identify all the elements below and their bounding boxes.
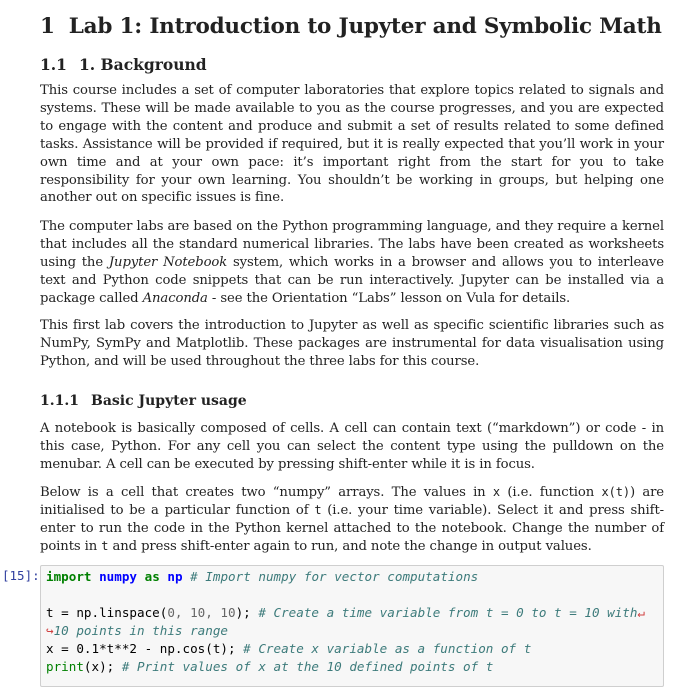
heading-number: 1: [40, 14, 55, 39]
code-comment: # Print values of x at the 10 defined points of t: [121, 659, 494, 674]
code-cell-input[interactable]: [40, 565, 664, 687]
code-expression: 0.1*t**2 - np.cos(t);: [76, 641, 236, 656]
paragraph-notebook-cells[interactable]: A notebook is basically composed of cells. A cell can contain text (“markdown”) or code - in this case, Python. For any cell you can select the content type using the pulldown on the menubar. A cell can be executed by pressing shift-enter while it is in focus.: [40, 421, 664, 472]
code-line-3: [46, 641, 531, 656]
text-run: and press shift-enter again to run, and note the change in output values.: [108, 538, 592, 554]
heading-text: Lab 1: Introduction to Jupyter and Symbolic Math: [68, 14, 662, 39]
code-comment: # Create x variable as a function of t: [243, 641, 532, 656]
keyword: import: [46, 569, 92, 584]
inline-code: x: [492, 485, 501, 499]
paragraph-python-labs[interactable]: [40, 218, 664, 308]
builtin-function: print: [46, 659, 84, 674]
background-heading: [40, 55, 207, 74]
code-line-1: [46, 569, 478, 584]
text-run: system, which works in a browser and allows you to interleave text and Python code snippets that can be run interactively. Jupyter can be installed via a package called: [40, 254, 664, 306]
code-comment: 10 points in this range: [53, 623, 228, 638]
code-comment: # Create a time variable from t = 0 to t = 10 with: [258, 605, 638, 620]
text-run: (i.e. your time variable). Select it and press shift-enter to run the code in the Python kernel attached to the notebook. Change the number of points in: [40, 502, 664, 554]
heading-text: Basic Jupyter usage: [90, 393, 247, 409]
code-text: t = np.linspace(: [46, 605, 168, 620]
inline-code: t: [101, 538, 109, 553]
text-run: ) are initialised to be a particular function of: [40, 485, 664, 518]
code-text: x =: [46, 641, 77, 656]
text-run: - see the Orientation “Labs” lesson on Vula for details.: [207, 290, 571, 306]
emphasis-anaconda: Anaconda: [142, 290, 208, 306]
code-line-4: [46, 659, 493, 674]
text-run: (i.e. function: [500, 485, 602, 500]
cell-execution-prompt: [15]:: [2, 568, 40, 583]
text-run: Below is a cell that creates two “numpy” arrays. The values in: [40, 485, 493, 500]
module-name: numpy: [99, 569, 138, 584]
basic-usage-heading: [40, 393, 247, 409]
code-comment: # Import numpy for vector computations: [190, 569, 479, 584]
paragraph-numpy-arrays[interactable]: [40, 484, 664, 556]
lab-title-heading: [40, 14, 662, 39]
line-continue-icon: ↪: [46, 623, 54, 638]
inline-code: t: [314, 502, 322, 517]
code-text: (x);: [83, 659, 115, 674]
text-run: The computer labs are based on the Python programming language, and they require a kernel that includes all the standard numerical libraries. The labs have been created as worksheets using the: [40, 219, 664, 270]
inline-code: x(t): [601, 485, 630, 499]
line-wrap-icon: ↵: [637, 605, 646, 620]
heading-number: 1.1.1: [40, 393, 79, 409]
paragraph-course-intro[interactable]: This course includes a set of computer laboratories that explore topics related to signals and systems. These will be made available to you as the course progresses, and you are expected to engage with the content and produce and submit a set of results related to some defined tasks. Assistance will be provided if required, but it is really expected that you’ll work in your own time and at your own pace: it’s important right from the start for you to take responsibility for your own learning. You shouldn’t be working in groups, but helping one another out on specific issues is fine.: [40, 83, 664, 206]
paragraph-first-lab[interactable]: This first lab covers the introduction to Jupyter as well as specific scientific libraries such as NumPy, SymPy and Matplotlib. These packages are instrumental for data visualisation using Python, and will be used throughout the three labs for this course.: [40, 318, 664, 369]
code-text: );: [235, 605, 251, 620]
keyword: as: [144, 569, 160, 584]
code-line-2: [46, 605, 645, 620]
heading-number: 1.1: [40, 55, 67, 74]
heading-text: 1. Background: [78, 55, 207, 74]
code-line-2-wrapped: [46, 623, 228, 638]
emphasis-jupyter: Jupyter Notebook: [108, 254, 228, 270]
code-numbers: 0, 10, 10: [167, 605, 236, 620]
module-alias: np: [167, 569, 183, 584]
